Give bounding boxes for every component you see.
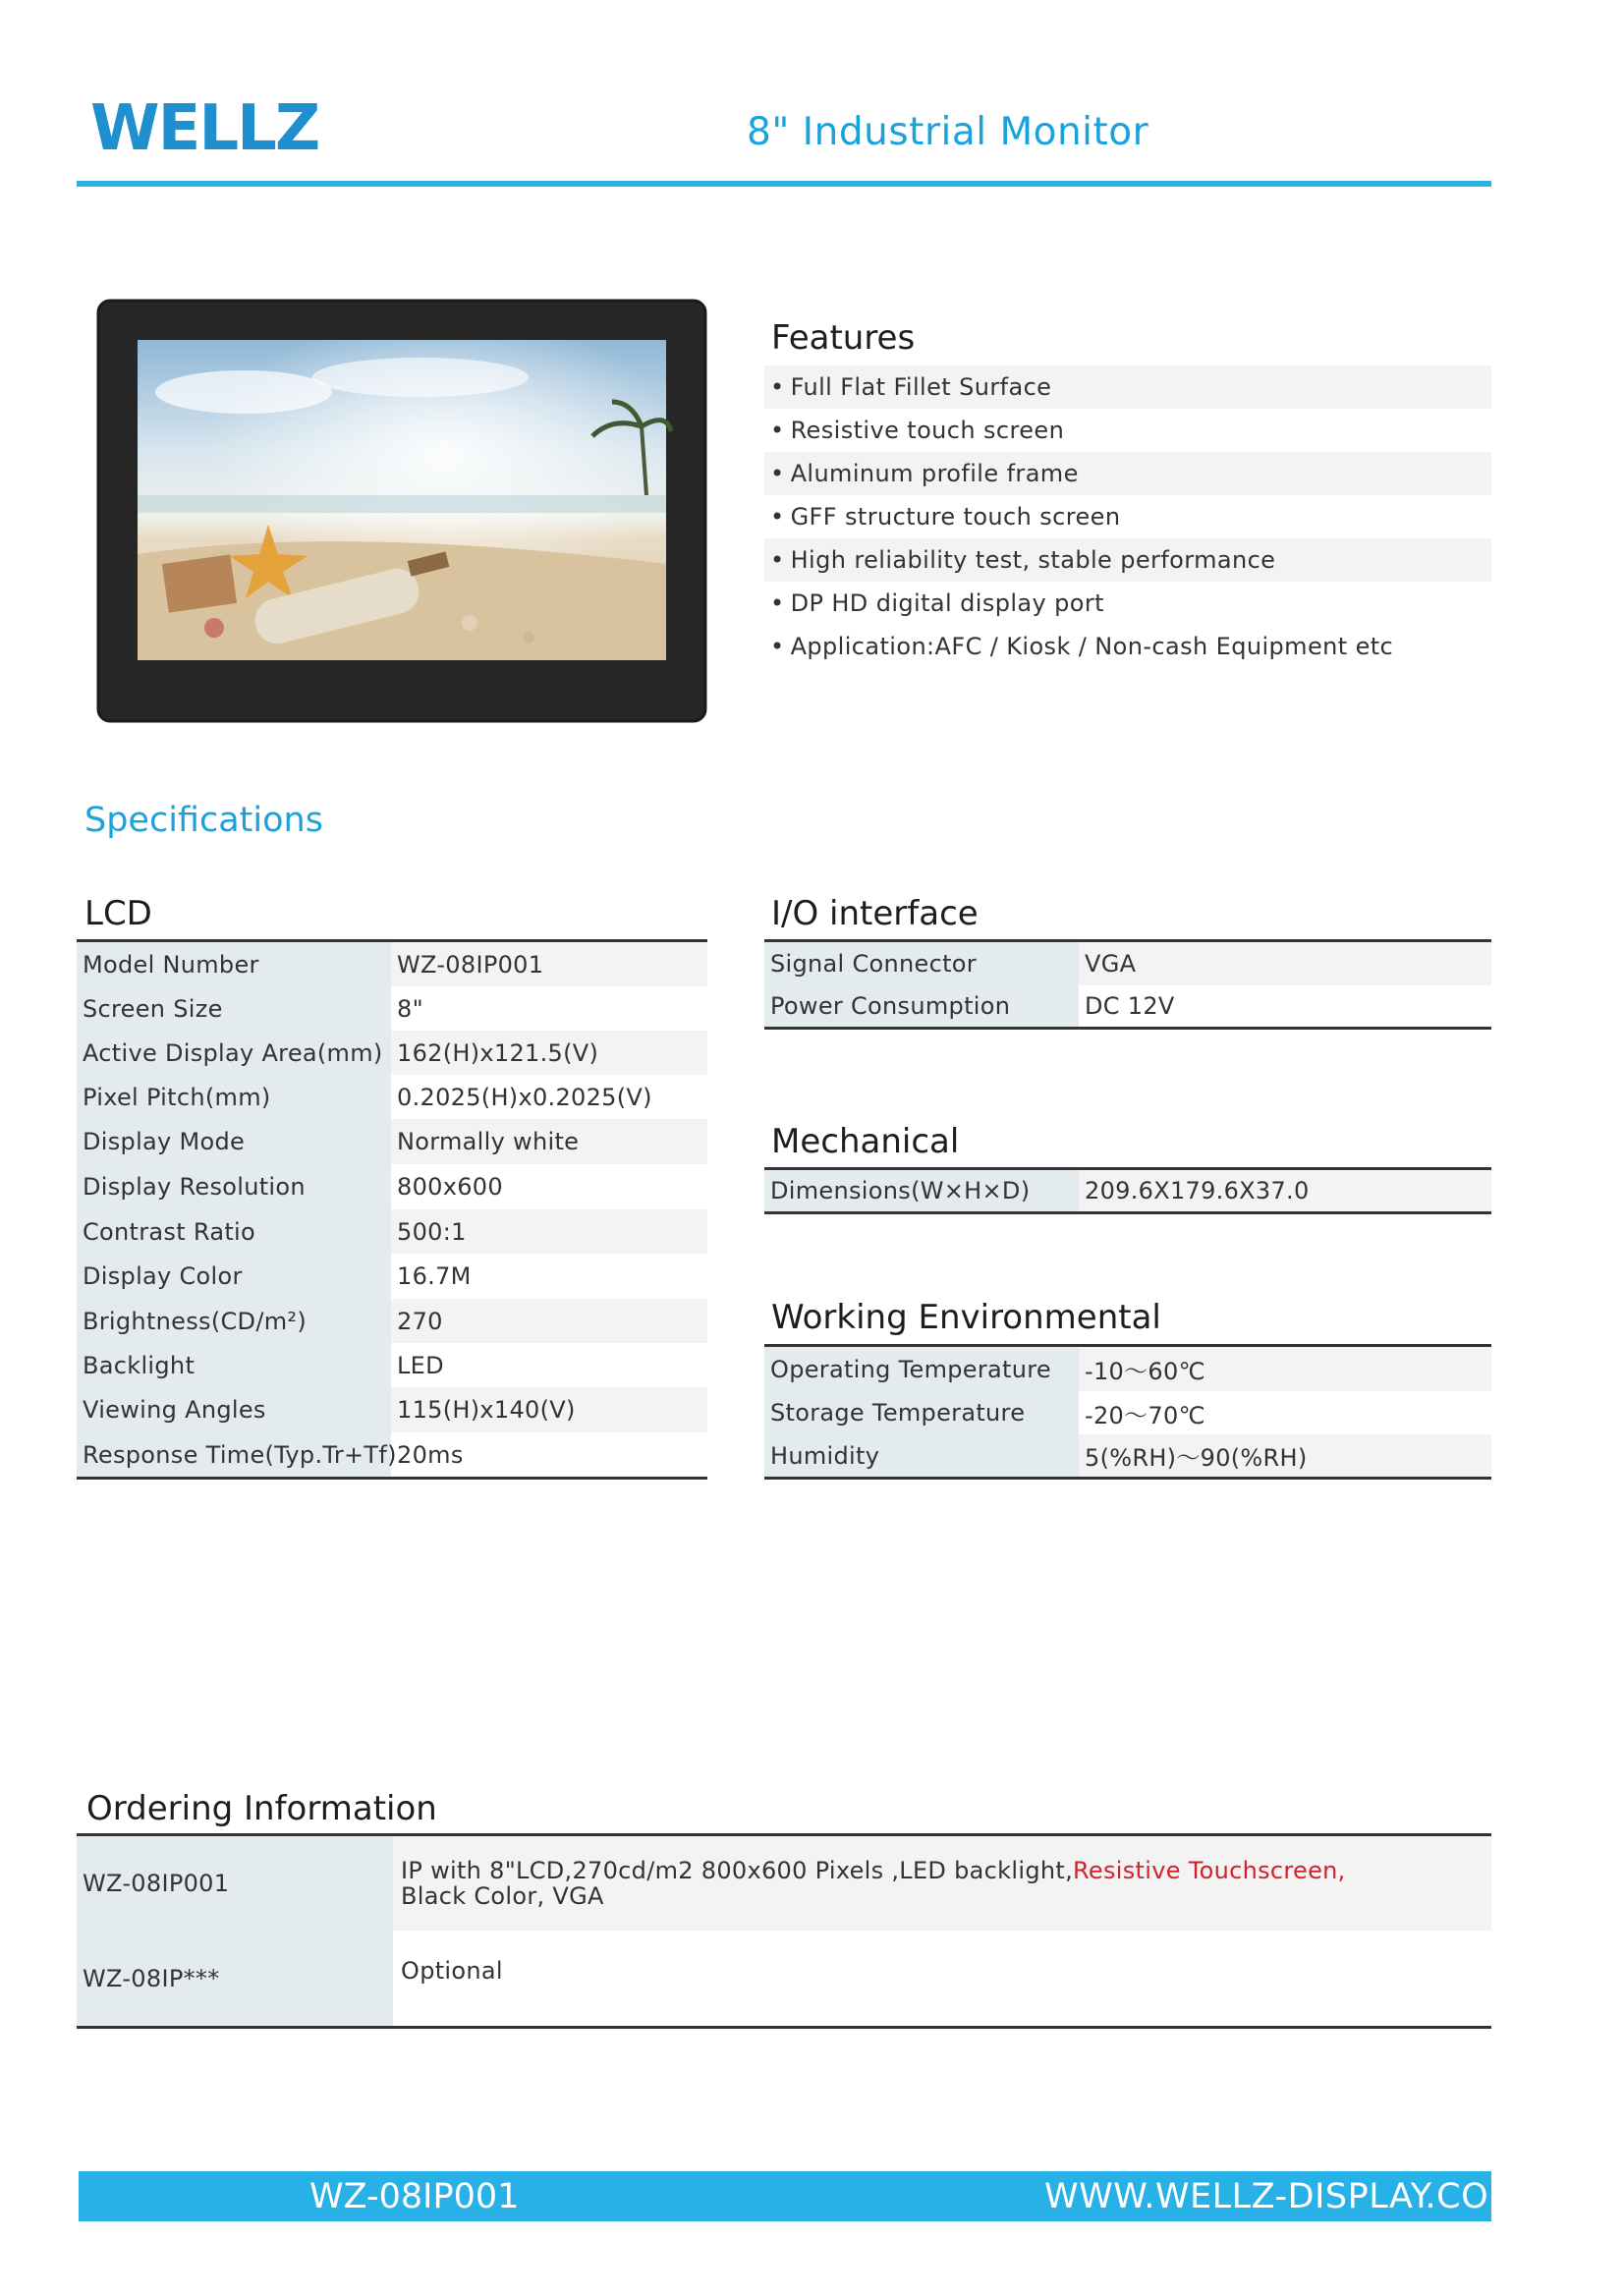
table-row bbox=[77, 1164, 707, 1209]
order-model: WZ-08IP001 bbox=[77, 1836, 393, 1931]
spec-label: Viewing Angles bbox=[77, 1387, 391, 1432]
spec-value: VGA bbox=[1079, 942, 1491, 985]
spec-value: 209.6X179.6X37.0 bbox=[1079, 1170, 1491, 1211]
feature-item: • Aluminum profile frame bbox=[764, 452, 1491, 495]
spec-label: Contrast Ratio bbox=[77, 1209, 391, 1254]
spec-value: 162(H)x121.5(V) bbox=[391, 1031, 707, 1075]
spec-label: Power Consumption bbox=[764, 985, 1079, 1027]
table-row bbox=[77, 1931, 1491, 2026]
ordering-table bbox=[77, 1836, 1491, 2026]
spec-value: -10～60℃ bbox=[1079, 1347, 1491, 1391]
spec-value: 20ms bbox=[391, 1432, 707, 1477]
spec-value: WZ-08IP001 bbox=[391, 942, 707, 986]
table-row bbox=[764, 1347, 1491, 1391]
table-row bbox=[77, 1209, 707, 1254]
environment-spec-table bbox=[764, 1347, 1491, 1477]
io-bottom-rule bbox=[764, 1027, 1491, 1030]
spec-value: Normally white bbox=[391, 1119, 707, 1164]
table-row bbox=[77, 1299, 707, 1343]
environment-bottom-rule bbox=[764, 1477, 1491, 1480]
spec-label: Signal Connector bbox=[764, 942, 1079, 985]
spec-label: Display Resolution bbox=[77, 1164, 391, 1209]
table-row bbox=[77, 986, 707, 1031]
lcd-spec-table bbox=[77, 942, 707, 1477]
spec-value: 8" bbox=[391, 986, 707, 1031]
spec-value: 16.7M bbox=[391, 1254, 707, 1299]
table-row bbox=[77, 1432, 707, 1477]
ordering-bottom-rule bbox=[77, 2026, 1491, 2029]
monitor-photo-icon bbox=[96, 299, 707, 723]
features-title: Features bbox=[771, 318, 916, 358]
spec-label: Pixel Pitch(mm) bbox=[77, 1075, 391, 1119]
table-row bbox=[77, 1836, 1491, 1931]
spec-label: Screen Size bbox=[77, 986, 391, 1031]
features-list bbox=[764, 365, 1491, 668]
feature-item: • Resistive touch screen bbox=[770, 417, 1065, 444]
feature-item: • DP HD digital display port bbox=[770, 589, 1104, 617]
spec-value: 800x600 bbox=[391, 1164, 707, 1209]
wellz-logo bbox=[88, 90, 319, 165]
table-row bbox=[764, 1391, 1491, 1434]
logo-text: WELLZ bbox=[90, 92, 319, 165]
mechanical-spec-table bbox=[764, 1170, 1491, 1211]
table-row bbox=[77, 942, 707, 986]
table-row bbox=[77, 1254, 707, 1299]
table-row bbox=[764, 1434, 1491, 1477]
order-description: IP with 8"LCD,270cd/m2 800x600 Pixels ,LED backlight,Resistive Touchscreen, Black Color, VGA bbox=[393, 1836, 1491, 1931]
spec-label: Model Number bbox=[77, 942, 391, 986]
table-row bbox=[77, 1387, 707, 1432]
table-row bbox=[764, 942, 1491, 985]
feature-item: • GFF structure touch screen bbox=[770, 503, 1121, 531]
spec-label: Dimensions(W×H×D) bbox=[764, 1170, 1079, 1211]
order-model: WZ-08IP*** bbox=[77, 1931, 393, 2026]
table-row bbox=[764, 1170, 1491, 1211]
environment-title: Working Environmental bbox=[771, 1298, 1161, 1337]
spec-value: -20～70℃ bbox=[1079, 1391, 1491, 1434]
spec-value: 500:1 bbox=[391, 1209, 707, 1254]
ordering-title: Ordering Information bbox=[86, 1789, 437, 1828]
spec-value: 270 bbox=[391, 1299, 707, 1343]
spec-label: Operating Temperature bbox=[764, 1347, 1079, 1391]
spec-label: Display Color bbox=[77, 1254, 391, 1299]
spec-label: Display Mode bbox=[77, 1119, 391, 1164]
spec-label: Storage Temperature bbox=[764, 1391, 1079, 1434]
spec-value: LED bbox=[391, 1343, 707, 1387]
io-title: I/O interface bbox=[771, 894, 979, 933]
order-description: Optional bbox=[393, 1931, 1491, 2026]
feature-item: • Application:AFC / Kiosk / Non-cash Equipment etc bbox=[770, 633, 1394, 660]
spec-value: 115(H)x140(V) bbox=[391, 1387, 707, 1432]
mechanical-title: Mechanical bbox=[771, 1122, 960, 1161]
footer-model: WZ-08IP001 bbox=[309, 2177, 520, 2216]
header-divider bbox=[77, 181, 1491, 187]
mechanical-bottom-rule bbox=[764, 1211, 1491, 1214]
spec-label: Response Time(Typ.Tr+Tf) bbox=[77, 1432, 391, 1477]
table-row bbox=[77, 1031, 707, 1075]
spec-label: Backlight bbox=[77, 1343, 391, 1387]
table-row bbox=[77, 1075, 707, 1119]
spec-value: DC 12V bbox=[1079, 985, 1491, 1027]
spec-label: Brightness(CD/m²) bbox=[77, 1299, 391, 1343]
spec-value: 5(%RH)～90(%RH) bbox=[1079, 1434, 1491, 1477]
footer-website-link[interactable]: WWW.WELLZ-DISPLAY.COM bbox=[1044, 2177, 1519, 2216]
feature-item: • Full Flat Fillet Surface bbox=[764, 365, 1491, 409]
table-row bbox=[77, 1119, 707, 1164]
table-row bbox=[764, 985, 1491, 1027]
lcd-bottom-rule bbox=[77, 1477, 707, 1480]
table-row bbox=[77, 1343, 707, 1387]
page-title: 8" Industrial Monitor bbox=[747, 110, 1149, 154]
lcd-title: LCD bbox=[84, 894, 152, 933]
spec-label: Humidity bbox=[764, 1434, 1079, 1477]
spec-value: 0.2025(H)x0.2025(V) bbox=[391, 1075, 707, 1119]
specifications-title: Specifications bbox=[84, 801, 323, 840]
io-spec-table bbox=[764, 942, 1491, 1027]
spec-label: Active Display Area(mm) bbox=[77, 1031, 391, 1075]
feature-item: • High reliability test, stable performance bbox=[764, 538, 1491, 582]
